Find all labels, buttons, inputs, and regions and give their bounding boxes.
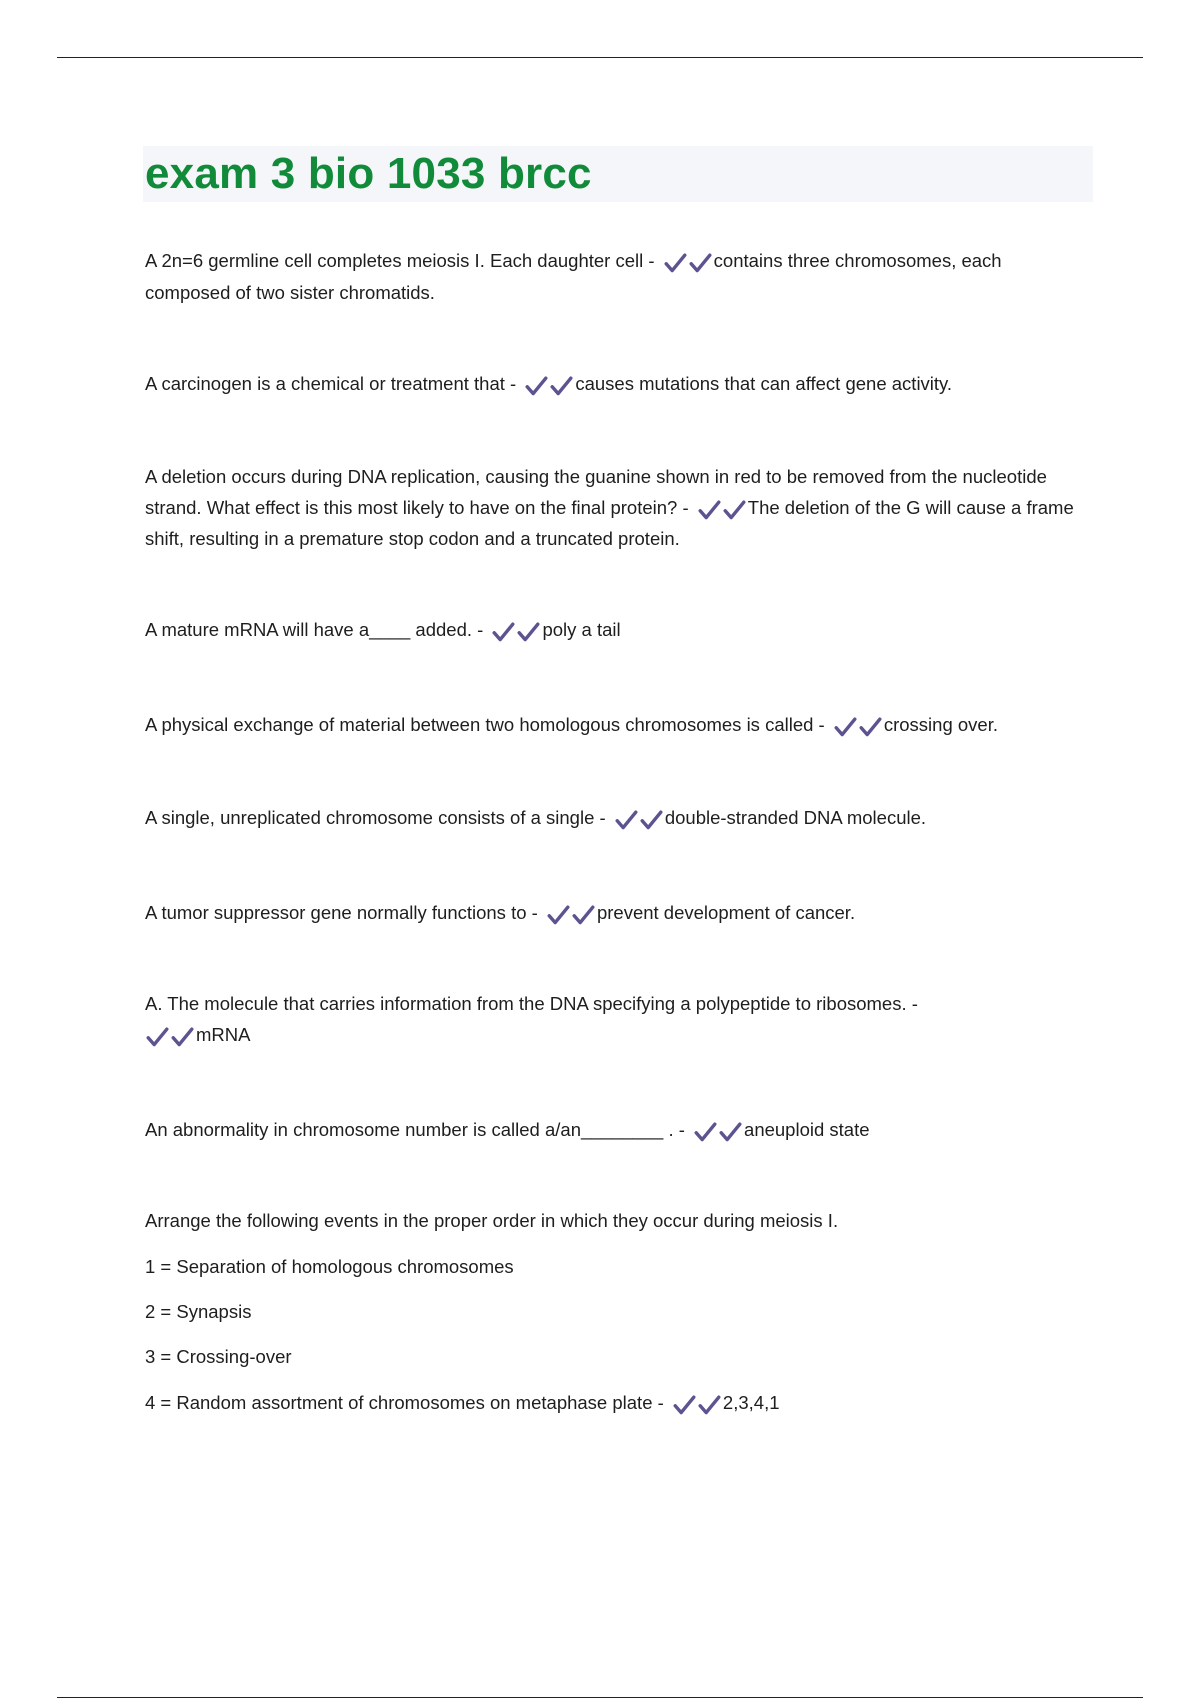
- check-icon: [524, 375, 549, 397]
- list-item: 1 = Separation of homologous chromosomes: [145, 1256, 514, 1277]
- answer-checkmarks: [693, 1116, 743, 1147]
- check-icon: [672, 1394, 697, 1416]
- flashcard: [145, 1115, 1090, 1147]
- answer-text: The deletion of the G will cause a frame shift, resulting in a premature stop codon and a truncated protein.: [145, 496, 1074, 549]
- answer-text: mRNA: [196, 1023, 251, 1045]
- qa-line: [145, 989, 1090, 1051]
- answer-text: contains three chromosomes, each composed of two sister chromatids.: [145, 250, 1002, 303]
- qa-line: [145, 615, 1090, 647]
- check-icon: [145, 1026, 170, 1048]
- answer-checkmarks: [663, 247, 713, 278]
- bottom-rule: [57, 1697, 1143, 1698]
- check-icon: [697, 1394, 722, 1416]
- qa-line: [145, 1115, 1090, 1147]
- answer-checkmarks: [614, 804, 664, 835]
- answer-checkmarks: [145, 1021, 195, 1052]
- check-icon: [718, 1121, 743, 1143]
- answer-checkmarks: [833, 711, 883, 742]
- flashcard: [145, 462, 1090, 555]
- answer-text: 2,3,4,1: [722, 1392, 780, 1413]
- answer-text: double-stranded DNA molecule.: [664, 807, 927, 828]
- check-icon: [693, 1121, 718, 1143]
- question-text: An abnormality in chromosome number is called a/an________ . -: [145, 1119, 685, 1140]
- answer-text: causes mutations that can affect gene activity.: [575, 373, 953, 394]
- top-rule: [57, 57, 1143, 58]
- flashcard: [145, 369, 1090, 401]
- qa-line: [145, 898, 1090, 930]
- flashcard: [145, 246, 1090, 308]
- flashcard: [145, 615, 1090, 647]
- list-item: 4 = Random assortment of chromosomes on metaphase plate -: [145, 1392, 664, 1413]
- question-text: A tumor suppressor gene normally functions to -: [145, 902, 538, 923]
- check-icon: [516, 621, 541, 643]
- list-item: 3 = Crossing-over: [145, 1346, 292, 1367]
- check-icon: [491, 621, 516, 643]
- question-text: A physical exchange of material between two homologous chromosomes is called -: [145, 714, 825, 735]
- answer-text: crossing over.: [883, 714, 998, 735]
- qa-line: [145, 462, 1090, 555]
- answer-checkmarks: [546, 899, 596, 930]
- question-text: A 2n=6 germline cell completes meiosis I. Each daughter cell -: [145, 250, 655, 271]
- check-icon: [833, 716, 858, 738]
- answer-checkmarks: [491, 616, 541, 647]
- check-icon: [546, 904, 571, 926]
- flashcard: [145, 710, 1090, 742]
- flashcard: [145, 803, 1090, 835]
- answer-text: poly a tail: [542, 619, 621, 640]
- answer-checkmarks: [672, 1389, 722, 1419]
- question-text: A deletion occurs during DNA replication, causing the guanine shown in red to be removed from the nucleotide strand. What effect is this most likely to have on the final protein? -: [145, 466, 1047, 518]
- answer-text: aneuploid state: [744, 1119, 870, 1140]
- flashcard: [145, 1206, 1090, 1419]
- check-icon: [858, 716, 883, 738]
- qa-line: [145, 710, 1090, 742]
- question-text: A mature mRNA will have a____ added. -: [145, 619, 484, 640]
- check-icon: [722, 499, 747, 521]
- check-icon: [639, 809, 664, 831]
- question-text: Arrange the following events in the proper order in which they occur during meiosis I.: [145, 1210, 839, 1231]
- question-text: A carcinogen is a chemical or treatment that -: [145, 373, 517, 394]
- question-text: A. The molecule that carries information from the DNA specifying a polypeptide to ribosomes. -: [145, 993, 918, 1014]
- answer-checkmarks: [697, 494, 747, 525]
- check-icon: [663, 252, 688, 274]
- page-title: exam 3 bio 1033 brcc: [145, 149, 592, 198]
- check-icon: [549, 375, 574, 397]
- answer-text: prevent development of cancer.: [596, 902, 856, 923]
- answer-checkmarks: [524, 370, 574, 401]
- qa-line: [145, 369, 1090, 401]
- list-item: 2 = Synapsis: [145, 1301, 252, 1322]
- question-text: A single, unreplicated chromosome consists of a single -: [145, 807, 606, 828]
- check-icon: [688, 252, 713, 274]
- check-icon: [571, 904, 596, 926]
- qa-line: [145, 1388, 1090, 1419]
- qa-line: [145, 246, 1090, 308]
- check-icon: [697, 499, 722, 521]
- check-icon: [170, 1026, 195, 1048]
- qa-line: [145, 803, 1090, 835]
- flashcard: [145, 898, 1090, 930]
- flashcard: [145, 989, 1090, 1051]
- check-icon: [614, 809, 639, 831]
